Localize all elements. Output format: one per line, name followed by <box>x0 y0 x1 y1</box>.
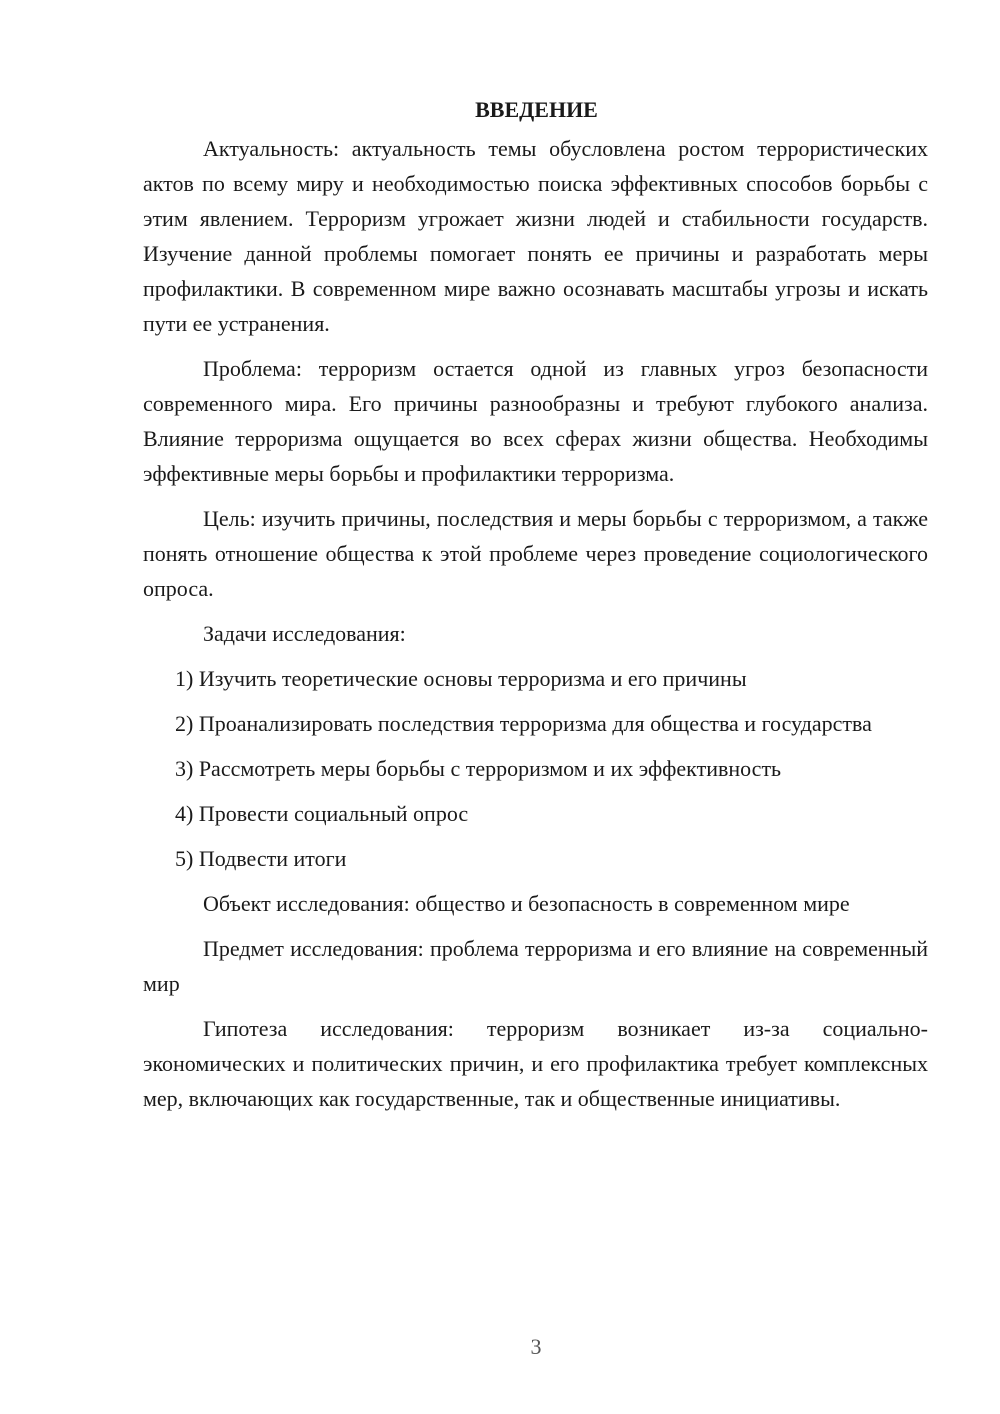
paragraph-hypothesis: Гипотеза исследования: терроризм возникает из-за социально-экономических и политических причин, и его профилактика требует комплексных мер, включающих как государственные, так и общественные инициативы. <box>143 1016 928 1111</box>
page-number: 3 <box>530 1334 542 1359</box>
paragraph-problem: Проблема: терроризм остается одной из главных угроз безопасности современного мира. Его причины разнообразны и требуют глубокого анализа. Влияние терроризма ощущается во всех сферах жизни общества. Необходимы эффективные меры борьбы и профилактики терроризма. <box>143 356 928 486</box>
paragraph-tasks-heading: Задачи исследования: <box>203 621 406 646</box>
list-item-task-1: 1) Изучить теоретические основы терроризма и его причины <box>175 666 747 691</box>
document-page <box>143 92 928 1126</box>
list-item-task-3: 3) Рассмотреть меры борьбы с терроризмом и их эффективность <box>175 756 782 781</box>
paragraph-object: Объект исследования: общество и безопасность в современном мире <box>203 891 850 916</box>
page-title: ВВЕДЕНИЕ <box>475 97 598 122</box>
list-item-task-2: 2) Проанализировать последствия терроризма для общества и государства <box>175 711 872 736</box>
list-item-task-4: 4) Провести социальный опрос <box>175 801 469 826</box>
paragraph-goal: Цель: изучить причины, последствия и меры борьбы с терроризмом, а также понять отношение общества к этой проблеме через проведение социологического опроса. <box>143 506 928 601</box>
list-item-task-5: 5) Подвести итоги <box>175 846 347 871</box>
paragraph-relevance: Актуальность: актуальность темы обусловлена ростом террористических актов по всему миру и необходимостью поиска эффективных способов борьбы с этим явлением. Терроризм угрожает жизни людей и стабильности государств. Изучение данной проблемы помогает понять ее причины и разработать меры профилактики. В современном мире важно осознавать масштабы угрозы и искать пути ее устранения. <box>143 136 928 336</box>
paragraph-subject: Предмет исследования: проблема терроризма и его влияние на современный мир <box>143 936 928 996</box>
